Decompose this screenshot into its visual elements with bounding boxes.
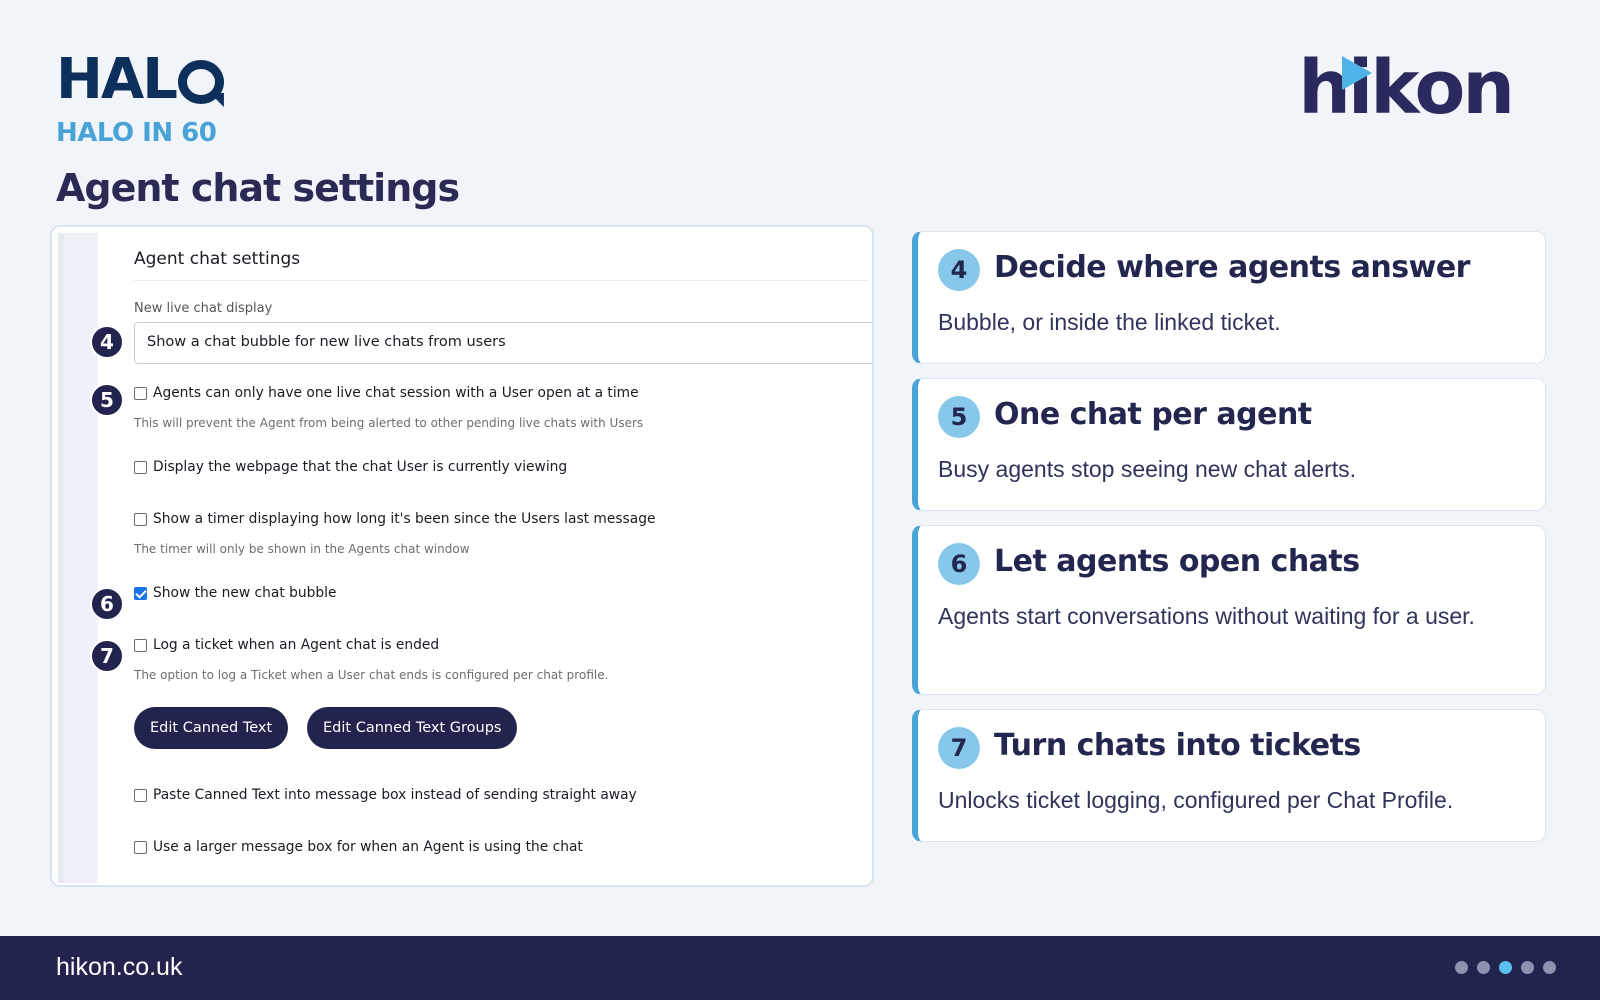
step-marker-7: 7 bbox=[90, 639, 124, 673]
card-title: Decide where agents answer bbox=[994, 250, 1470, 285]
card-step-7 bbox=[912, 709, 1546, 842]
option-label: Paste Canned Text into message box instead of sending straight away bbox=[153, 787, 637, 803]
card-step-5 bbox=[912, 378, 1546, 511]
card-body: Agents start conversations without waiting for a user. bbox=[938, 603, 1475, 629]
step-marker-6: 6 bbox=[90, 587, 124, 621]
tagline: HALO IN 60 bbox=[56, 118, 217, 148]
card-title: One chat per agent bbox=[994, 397, 1312, 432]
step-badge: 7 bbox=[938, 727, 980, 769]
hint-text: The timer will only be shown in the Agents chat window bbox=[134, 542, 470, 556]
card-title: Let agents open chats bbox=[994, 544, 1360, 579]
settings-form bbox=[134, 227, 872, 885]
option-display-webpage[interactable] bbox=[134, 459, 567, 475]
card-step-4 bbox=[912, 231, 1546, 364]
option-label: Use a larger message box for when an Agent is using the chat bbox=[153, 839, 583, 855]
checkbox[interactable] bbox=[134, 461, 147, 474]
new-live-chat-display-select[interactable]: Show a chat bubble for new live chats from users bbox=[134, 322, 872, 364]
step-badge: 6 bbox=[938, 543, 980, 585]
checkbox[interactable] bbox=[134, 387, 147, 400]
pagination-dot[interactable] bbox=[1477, 961, 1490, 974]
play-triangle-icon bbox=[1342, 56, 1372, 90]
side-rail bbox=[58, 233, 98, 883]
option-show-new-chat-bubble[interactable] bbox=[134, 585, 336, 601]
hikon-logo bbox=[1298, 45, 1512, 131]
pagination-dot-active[interactable] bbox=[1499, 961, 1512, 974]
option-label: Show the new chat bubble bbox=[153, 585, 337, 601]
step-marker-5: 5 bbox=[90, 383, 124, 417]
card-body: Unlocks ticket logging, configured per Chat Profile. bbox=[938, 787, 1454, 813]
option-label: Agents can only have one live chat session with a User open at a time bbox=[153, 385, 639, 401]
halo-logo: HAL bbox=[56, 52, 224, 108]
pagination-dot[interactable] bbox=[1455, 961, 1468, 974]
card-title: Turn chats into tickets bbox=[994, 728, 1361, 763]
hint-text: This will prevent the Agent from being alerted to other pending live chats with Users bbox=[134, 416, 644, 430]
option-show-timer[interactable] bbox=[134, 511, 655, 527]
new-live-chat-display-label: New live chat display bbox=[134, 301, 273, 316]
option-larger-message-box[interactable] bbox=[134, 839, 583, 855]
step-marker-4: 4 bbox=[90, 325, 124, 359]
halo-brand bbox=[56, 47, 224, 148]
hikon-logo-text: hikon bbox=[1298, 45, 1512, 131]
page-title: Agent chat settings bbox=[56, 166, 460, 210]
card-body: Bubble, or inside the linked ticket. bbox=[938, 309, 1281, 335]
step-badge: 4 bbox=[938, 249, 980, 291]
footer-url: hikon.co.uk bbox=[56, 953, 183, 981]
checkbox[interactable] bbox=[134, 789, 147, 802]
panel-heading: Agent chat settings bbox=[134, 249, 301, 269]
checkbox-checked[interactable] bbox=[134, 587, 147, 600]
option-label: Log a ticket when an Agent chat is ended bbox=[153, 637, 440, 653]
card-body: Busy agents stop seeing new chat alerts. bbox=[938, 456, 1357, 482]
footer bbox=[0, 936, 1600, 1000]
edit-canned-text-groups-button[interactable]: Edit Canned Text Groups bbox=[307, 707, 517, 749]
option-one-session[interactable] bbox=[134, 385, 639, 401]
edit-canned-text-button[interactable]: Edit Canned Text bbox=[134, 707, 288, 749]
option-paste-canned-text[interactable] bbox=[134, 787, 637, 803]
pagination-dot[interactable] bbox=[1521, 961, 1534, 974]
pagination-dots bbox=[1455, 961, 1556, 974]
card-step-6 bbox=[912, 525, 1546, 695]
divider bbox=[134, 280, 868, 281]
checkbox[interactable] bbox=[134, 639, 147, 652]
option-log-ticket[interactable] bbox=[134, 637, 439, 653]
checkbox[interactable] bbox=[134, 841, 147, 854]
checkbox[interactable] bbox=[134, 513, 147, 526]
hint-text: The option to log a Ticket when a User chat ends is configured per chat profile. bbox=[134, 668, 609, 682]
step-badge: 5 bbox=[938, 396, 980, 438]
settings-screenshot-panel bbox=[50, 225, 874, 887]
pagination-dot[interactable] bbox=[1543, 961, 1556, 974]
option-label: Display the webpage that the chat User is currently viewing bbox=[153, 459, 568, 475]
option-label: Show a timer displaying how long it's been since the Users last message bbox=[153, 511, 656, 527]
